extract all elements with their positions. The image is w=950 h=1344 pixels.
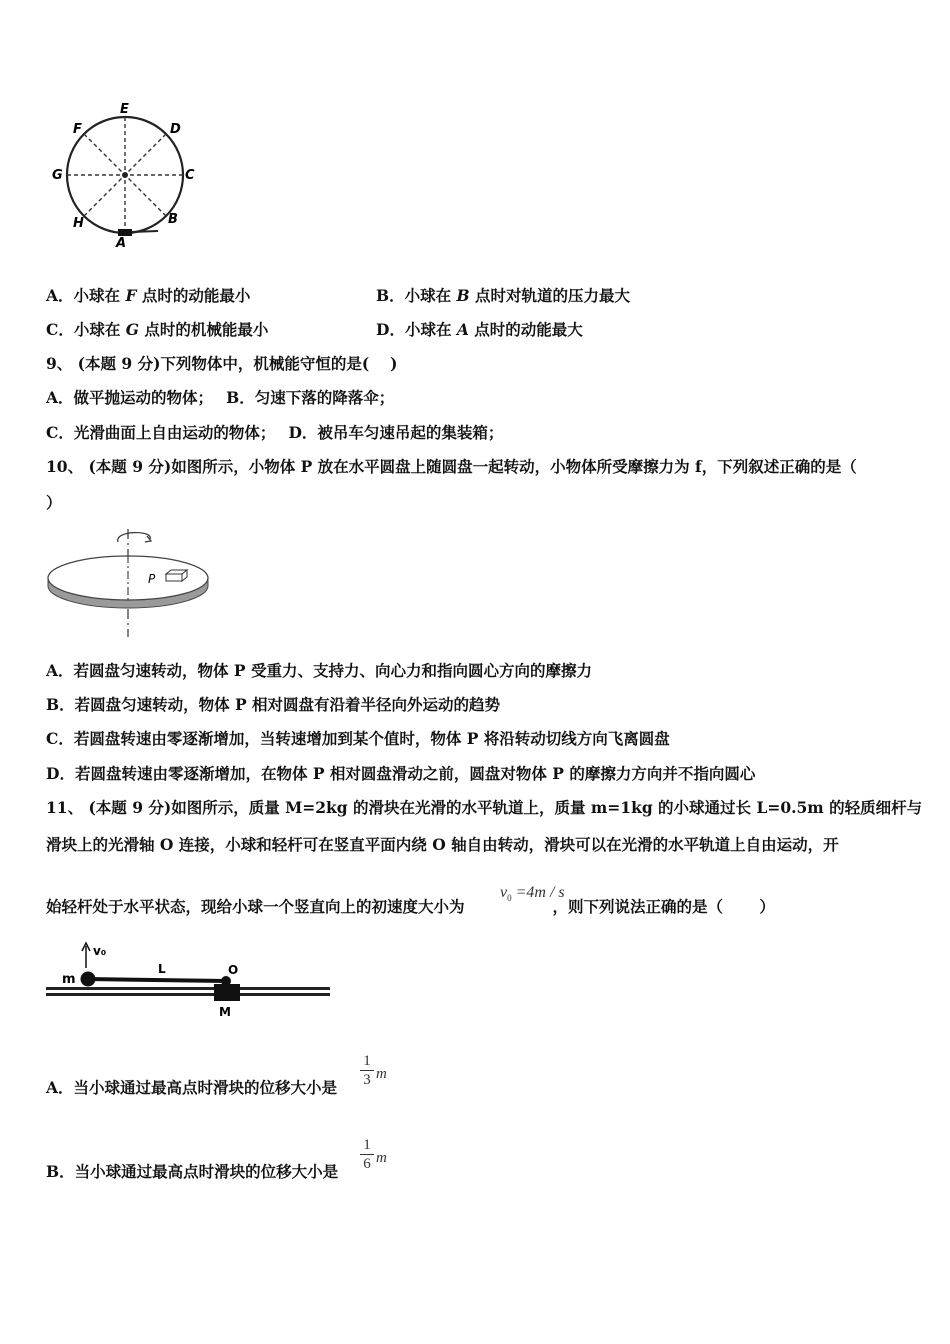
q10-stem-line2: ） (46, 493, 62, 512)
label-O: O (228, 963, 239, 977)
q11-option-a-unit: m (376, 1066, 387, 1082)
q11-option-b-unit: m (376, 1150, 387, 1166)
label-E: E (120, 102, 129, 117)
label-m: m (62, 972, 76, 987)
label-v0: v₀ (93, 944, 107, 958)
rotating-disc-figure (44, 525, 214, 643)
q10-option-c: C．若圆盘转速由零逐渐增加，当转速增加到某个值时，物体 P 将沿转动切线方向飞离圆盘 (46, 729, 670, 748)
q11-option-b: B．当小球通过最高点时滑块的位移大小是 (46, 1162, 339, 1181)
label-M: M (219, 1005, 231, 1019)
ball-marker (118, 229, 132, 236)
q8-option-c: C．小球在 G 点时的机械能最小 (46, 320, 269, 339)
q10-stem-line1: 10、 (本题 9 分)如图所示，小物体 P 放在水平圆盘上随圆盘一起转动，小物体所受摩擦力为 f，下列叙述正确的是（ (46, 457, 857, 476)
label-G: G (52, 168, 63, 183)
q11-stem-line3: 始轻杆处于水平状态，现给小球一个竖直向上的初速度大小为 ，则下列说法正确的是（ ） (46, 897, 775, 916)
q10-option-b: B．若圆盘匀速转动，物体 P 相对圆盘有沿着半径向外运动的趋势 (46, 695, 501, 714)
label-F: F (73, 122, 82, 137)
q11-option-a-fraction: $\frac{1}{3}$ (360, 1052, 374, 1089)
q11-stem-line1: 11、 (本题 9 分)如图所示，质量 M=2kg 的滑块在光滑的水平轨道上，质量 m=1kg 的小球通过长 L=0.5m 的轻质细杆与 (46, 798, 923, 817)
label-B: B (168, 212, 178, 227)
label-D: D (170, 122, 181, 137)
q10-option-a: A．若圆盘匀速转动，物体 P 受重力、支持力、向心力和指向圆心方向的摩擦力 (46, 661, 592, 680)
q10-option-d: D．若圆盘转速由零逐渐增加，在物体 P 相对圆盘滑动之前，圆盘对物体 P 的摩擦力方向并不指向圆心 (46, 764, 756, 783)
q9-options-line2: C．光滑曲面上自由运动的物体； D．被吊车匀速吊起的集装箱； (46, 423, 504, 442)
q11-option-a: A．当小球通过最高点时滑块的位移大小是 (46, 1078, 338, 1097)
q8-option-d: D．小球在 A 点时的动能最大 (376, 320, 583, 339)
q8-option-a: A．小球在 F 点时的动能最小 (46, 286, 251, 305)
q9-options-line1: A．做平抛运动的物体； B．匀速下落的降落伞； (46, 388, 395, 407)
block-p (166, 570, 187, 581)
circle-track-figure (40, 95, 210, 255)
q8-option-b: B．小球在 B 点时对轨道的压力最大 (376, 286, 631, 305)
q11-stem-line2: 滑块上的光滑轴 O 连接，小球和轻杆可在竖直平面内绕 O 轴自由转动，滑块可以在光滑的水平轨道上自由运动，开 (46, 835, 839, 854)
label-A: A (116, 236, 127, 251)
q11-option-b-fraction: $\frac{1}{6}$ (360, 1136, 374, 1173)
label-C: C (185, 168, 195, 183)
label-p: P (148, 572, 156, 586)
initial-velocity-formula: $v_0 =4m / s$ (500, 884, 565, 904)
q9-stem: 9、 (本题 9 分)下列物体中，机械能守恒的是( ) (46, 354, 398, 373)
slider-rod-figure (44, 940, 334, 1020)
label-L: L (158, 962, 166, 976)
label-H: H (73, 216, 84, 231)
